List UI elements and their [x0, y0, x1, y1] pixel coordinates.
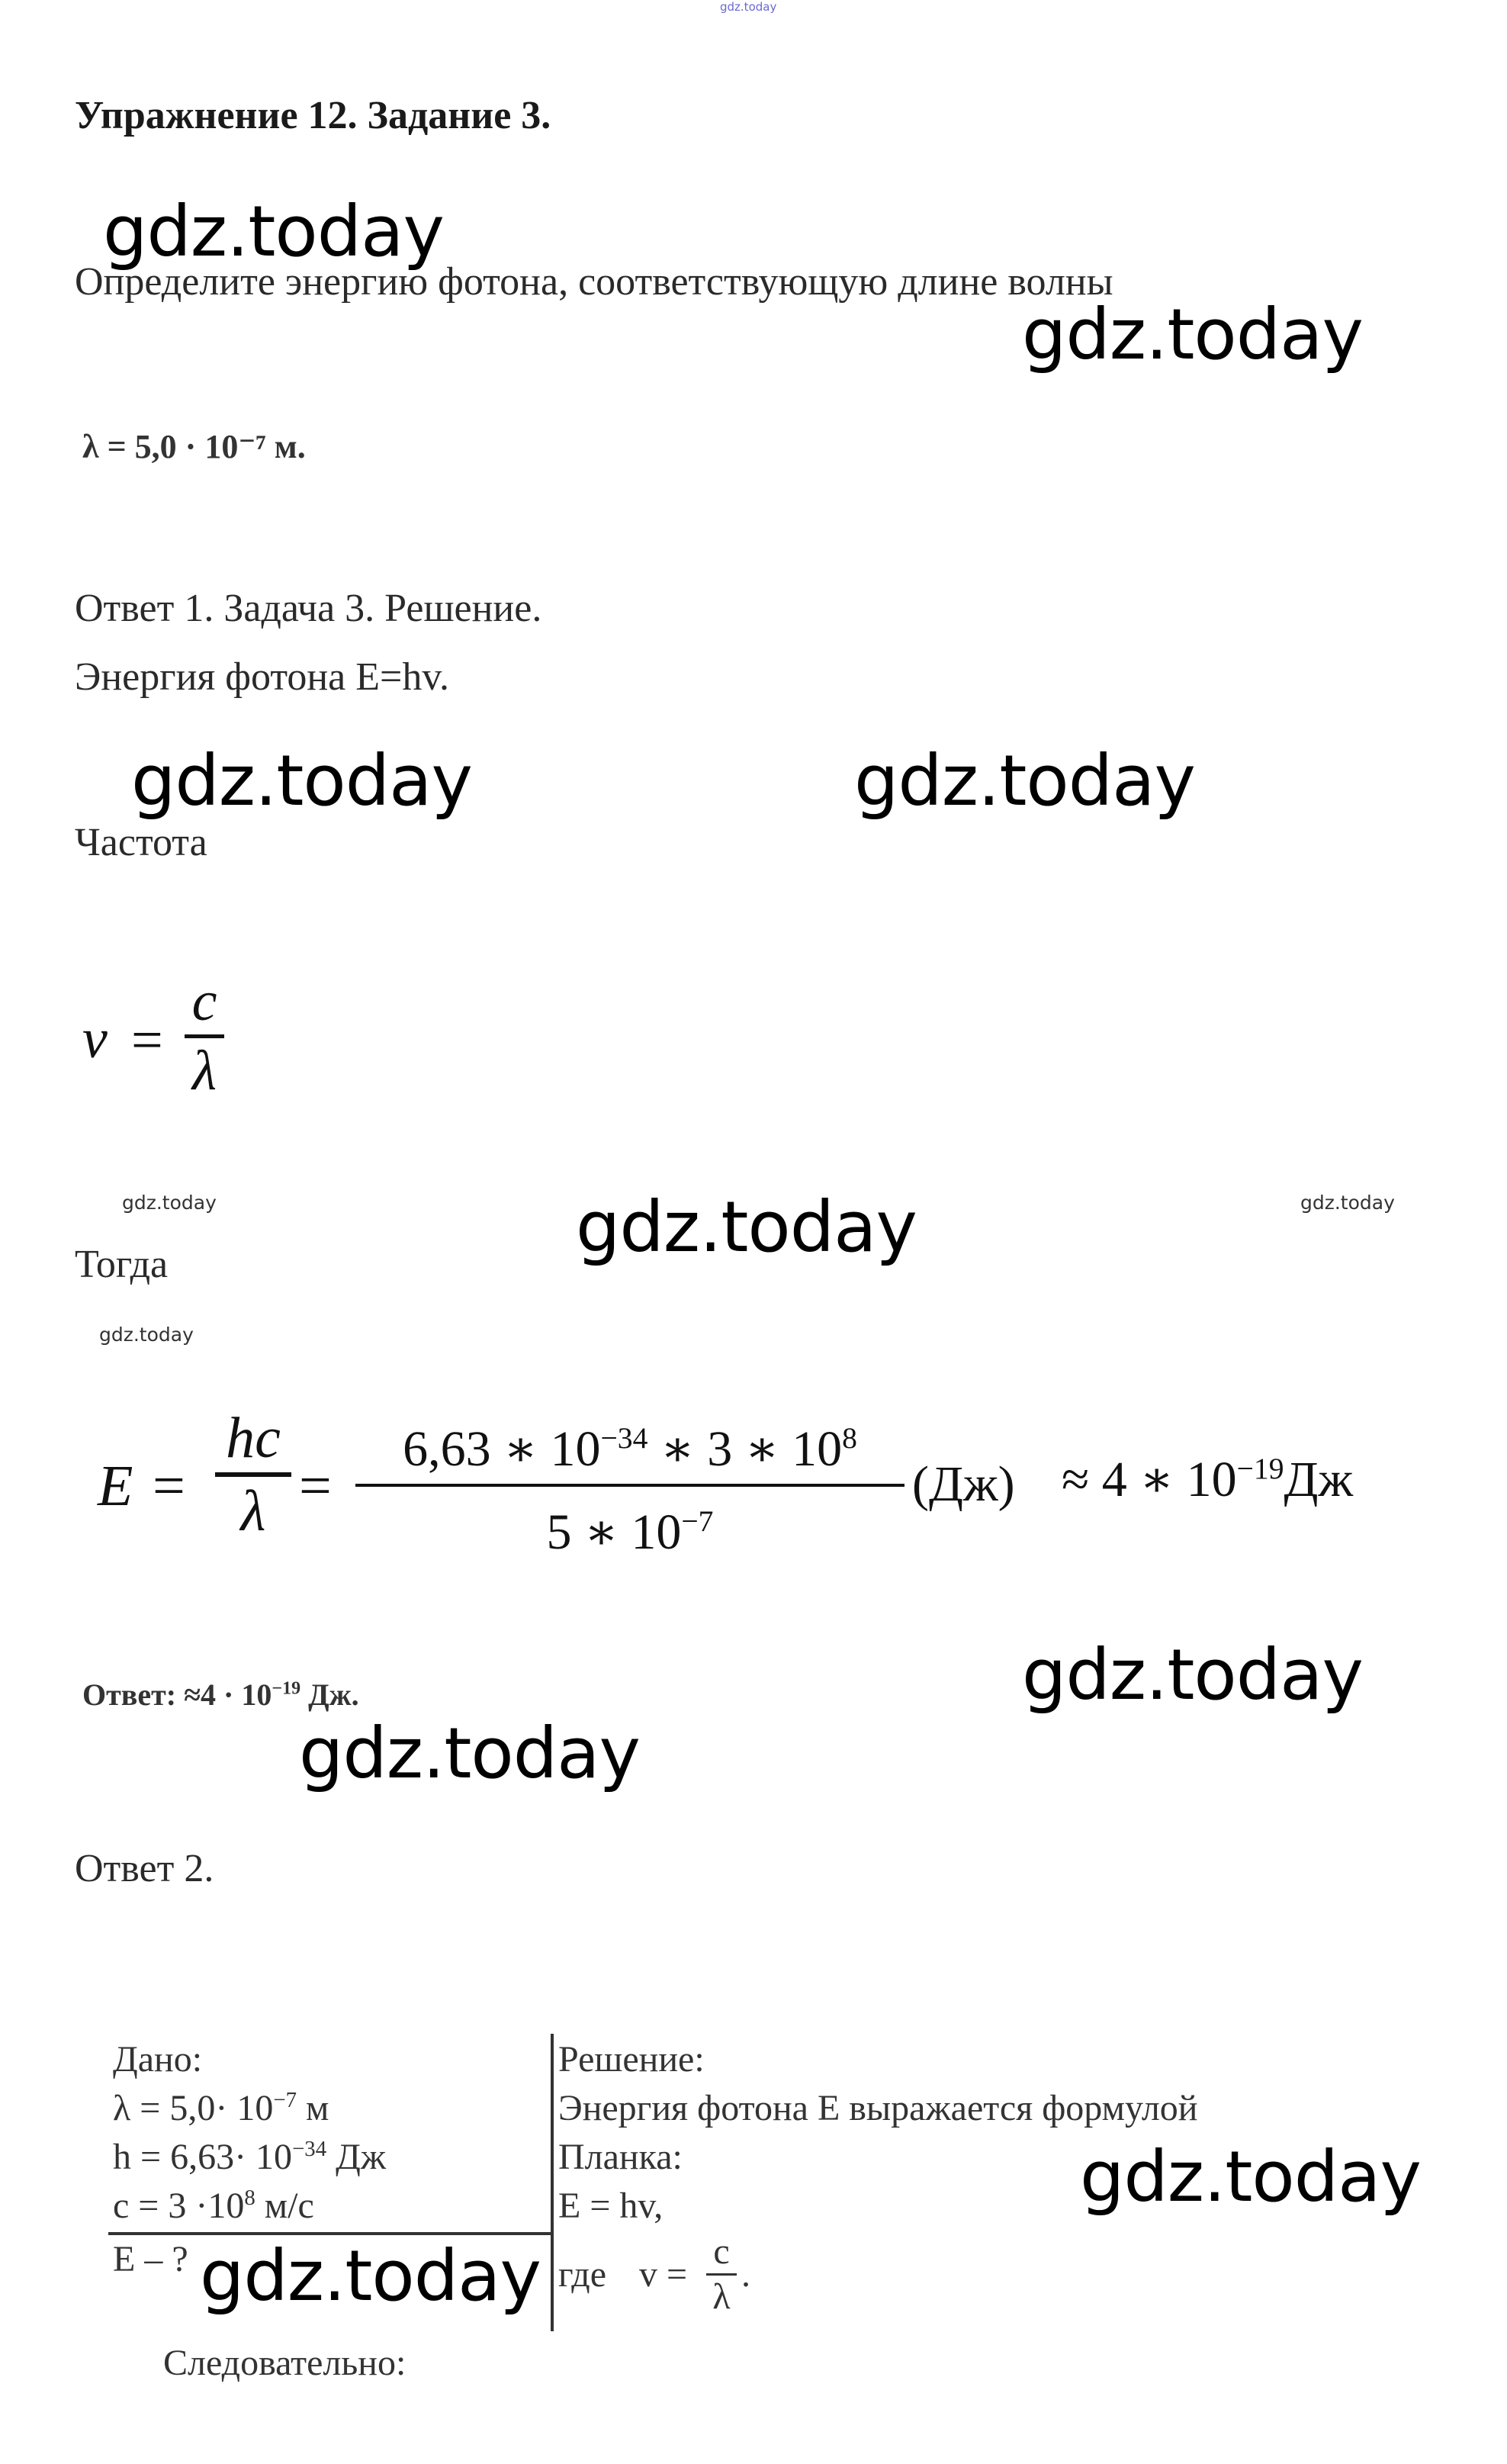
approx-result: ≈ 4 ∗ $10^{-19}Дж$ [1062, 1452, 1354, 1507]
given-lambda: $\lambda = 5,0\cdot 10^{-7}$ м [113, 2088, 329, 2128]
fraction-denominator: λ [240, 1479, 266, 1543]
fraction-numerator: c [191, 970, 217, 1033]
exercise-title: Упражнение 12. Задание 3. [75, 94, 551, 137]
solution-title: Решение: [558, 2039, 705, 2080]
then-label: Тогда [75, 1243, 169, 1286]
vertical-divider [551, 2034, 554, 2331]
fraction-denominator: λ [191, 1040, 217, 1102]
watermark: gdz.today [1080, 2136, 1421, 2218]
energy-line: Энергия фотона E=hv. [75, 655, 449, 699]
energy-E: E [98, 1454, 133, 1518]
watermark: gdz.today [131, 740, 472, 822]
watermark-top: gdz.today [720, 0, 777, 14]
watermark: gdz.today [1022, 294, 1363, 375]
given-title: Дано: [113, 2039, 203, 2080]
fraction-numerator: c [713, 2231, 730, 2272]
watermark: gdz.today [1022, 1634, 1363, 1716]
hence-label: Следовательно: [163, 2343, 406, 2383]
watermark: gdz.today [576, 1186, 917, 1268]
equals-sign: = [153, 1454, 185, 1518]
watermark-small: gdz.today [99, 1324, 194, 1346]
question-text: Определите энергию фотона, соответствующую длине волны [75, 260, 1113, 304]
unit-paren: (Дж) [912, 1456, 1015, 1512]
solution-line3: E = hv, [558, 2186, 664, 2226]
answer2-heading: Ответ 2. [75, 1847, 214, 1890]
solution-fraction [706, 2231, 737, 2318]
result-line: Ответ: $\approx 4 \cdot 10^{-19}$ Дж. [82, 1678, 359, 1712]
watermark: gdz.today [854, 740, 1195, 822]
watermark-small: gdz.today [1300, 1192, 1395, 1214]
watermark-small: gdz.today [122, 1192, 217, 1214]
fraction-period: . [741, 2254, 750, 2295]
fraction-numerator: hc [226, 1406, 281, 1470]
frequency-fraction [185, 969, 224, 1104]
watermark: gdz.today [299, 1713, 640, 1794]
numeric-fraction [355, 1404, 905, 1567]
given-h: $h = 6,63\cdot 10^{-34}$ Дж [113, 2137, 387, 2177]
v-equals: v = [639, 2254, 688, 2295]
equals-sign: = [299, 1454, 332, 1518]
given-c: $c = 3 \cdot 10^8$ м/с [113, 2186, 314, 2226]
given-formula: λ = 5,0 · 10⁻⁷ м. [82, 428, 306, 465]
nu-symbol: ν [82, 1008, 108, 1070]
fraction-denominator: 5 ∗ $10^{-7}$ [546, 1504, 714, 1560]
frequency-label: Частота [75, 821, 207, 864]
fraction-numerator: 6,63 ∗ $10^{-34}$ ∗ 3 ∗ $10^8$ [403, 1421, 857, 1477]
watermark: gdz.today [200, 2235, 541, 2317]
where-label: где [558, 2254, 607, 2295]
answer1-heading: Ответ 1. Задача 3. Решение. [75, 587, 542, 630]
solution-line1: Энергия фотона E выражается формулой [558, 2088, 1198, 2128]
equals-sign: = [131, 1009, 163, 1072]
solution-line2: Планка: [558, 2137, 683, 2177]
hc-over-lambda [215, 1404, 291, 1546]
find-value: E – ? [113, 2239, 188, 2279]
watermark: gdz.today [103, 191, 444, 272]
fraction-denominator: λ [712, 2276, 731, 2317]
